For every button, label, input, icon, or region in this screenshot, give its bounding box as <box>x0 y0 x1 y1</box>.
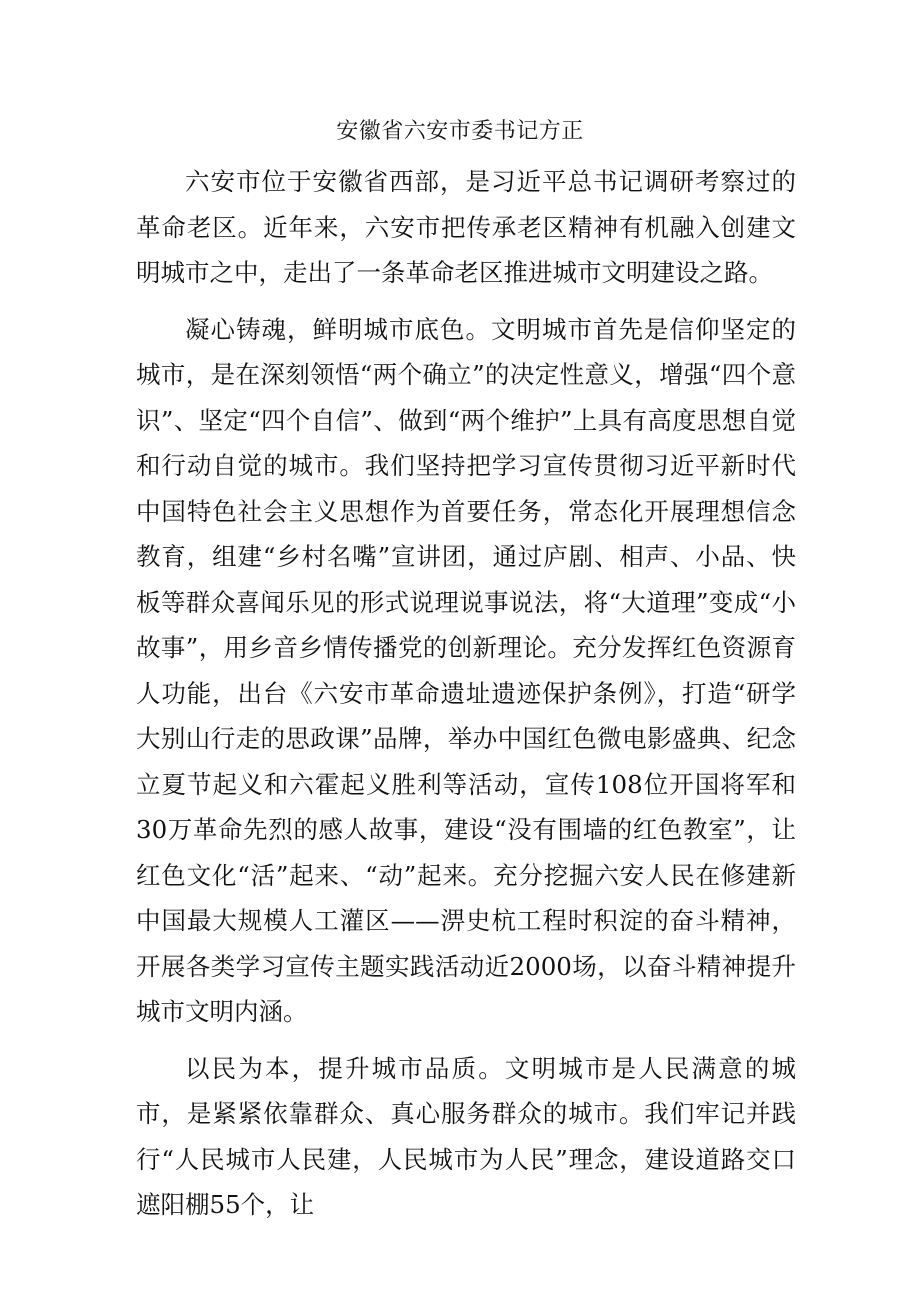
paragraph-people-centered: 以民为本，提升城市品质。文明城市是人民满意的城市，是紧紧依靠群众、真心服务群众的城市。我们牢记并践行“人民城市人民建，人民城市为人民”理念，建设道路交口遮阳棚55个，让 <box>136 1053 796 1219</box>
paragraph-city-foundation: 凝心铸魂，鲜明城市底色。文明城市首先是信仰坚定的城市，是在深刻领悟“两个确立”的决定性意义，增强“四个意识”、坚定“四个自信”、做到“两个维护”上具有高度思想自觉和行动自觉的城市。我们坚持把学习宣传贯彻习近平新时代中国特色社会主义思想作为首要任务，常态化开展理想信念教育，组建“乡村名嘴”宣讲团，通过庐剧、相声、小品、快板等群众喜闻乐见的形式说理说事说法，将“大道理”变成“小故事”，用乡音乡情传播党的创新理论。充分发挥红色资源育人功能，出台《六安市革命遗址遗迹保护条例》，打造“研学大别山行走的思政课”品牌，举办中国红色微电影盛典、纪念立夏节起义和六霍起义胜利等活动，宣传108位开国将军和30万革命先烈的感人故事，建设“没有围墙的红色教室”，让红色文化“活”起来、“动”起来。充分挖掘六安人民在修建新中国最大规模人工灌区——淠史杭工程时积淀的奋斗精神，开展各类学习宣传主题实践活动近2000场，以奋斗精神提升城市文明内涵。 <box>136 314 796 1026</box>
paragraph-intro: 六安市位于安徽省西部，是习近平总书记调研考察过的革命老区。近年来，六安市把传承老区精神有机融入创建文明城市之中，走出了一条革命老区推进城市文明建设之路。 <box>136 167 796 287</box>
document-title: 安徽省六安市委书记方正 <box>336 119 584 144</box>
document-body <box>136 159 796 1228</box>
